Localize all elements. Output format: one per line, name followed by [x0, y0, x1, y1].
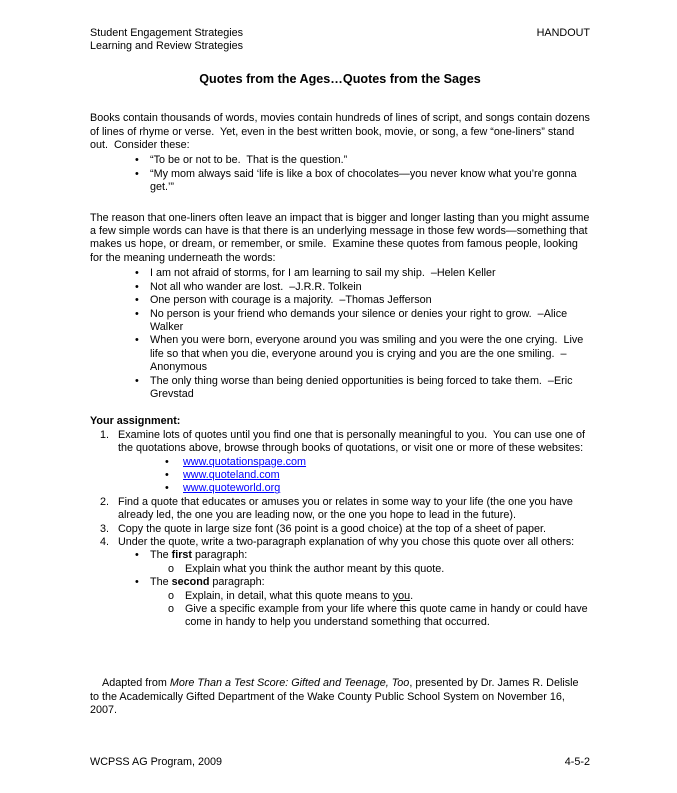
text-fragment: . [410, 589, 414, 602]
website-links-list [165, 456, 590, 496]
list-item [135, 168, 590, 195]
list-item [135, 375, 590, 402]
text-fragment: Explain, in detail, what this quote means to [185, 589, 393, 602]
assignment-step-4 [100, 536, 590, 549]
text-fragment: The [150, 576, 172, 589]
header-strategy-line-2: Learning and Review Strategies [90, 40, 244, 53]
second-paragraph-label [150, 576, 265, 589]
assignment-heading: Your assignment: [90, 415, 181, 428]
step-number: 1. [100, 428, 110, 441]
page-number: 4-5-2 [564, 755, 590, 768]
text-fragment: paragraph: [209, 576, 265, 589]
assignment-step-3 [100, 523, 590, 536]
step-text: Examine lots of quotes until you find one that is personally meaningful to you. You can use one of the quotations above, browse through books of quotations, or visit one or more of these websites: [118, 428, 588, 455]
list-item [135, 294, 590, 307]
first-paragraph-label [150, 549, 247, 562]
list-item [135, 154, 590, 167]
list-item [135, 549, 590, 562]
list-item [165, 456, 590, 469]
intro-quote-list [135, 154, 590, 194]
adapted-from-note [90, 664, 590, 731]
header-handout-label: HANDOUT [536, 27, 590, 39]
sub-instruction-text: Explain what you think the author meant by this quote. [185, 562, 445, 575]
text-fragment-bold: first [171, 549, 193, 562]
famous-quote-text: I am not afraid of storms, for I am learning to sail my ship. –Helen Keller [150, 267, 496, 280]
page-header [90, 27, 590, 54]
link-quotationspage[interactable]: www.quotationspage.com [183, 455, 307, 468]
bullet-icon: • [135, 549, 139, 562]
book-title: More Than a Test Score: Gifted and Teenage, Too [169, 677, 410, 690]
text-fragment: paragraph: [192, 549, 248, 562]
text-fragment-bold: second [171, 576, 210, 589]
text-fragment-underlined: you [392, 589, 411, 602]
list-item [135, 308, 590, 335]
header-left [90, 27, 243, 54]
list-item [168, 603, 590, 630]
link-quoteland[interactable]: www.quoteland.com [183, 468, 280, 481]
footer-line [90, 756, 590, 769]
bullet-icon: • [135, 374, 139, 387]
link-quoteworld[interactable]: www.quoteworld.org [183, 482, 281, 495]
step-number: 2. [100, 495, 110, 508]
assignment-step-2 [100, 496, 590, 523]
bullet-icon: • [135, 294, 139, 307]
bullet-icon: • [135, 307, 139, 320]
bullet-icon: • [135, 267, 139, 280]
intro-quote-text: “To be or not to be. That is the question.” [150, 154, 348, 167]
second-paragraph-sublist [168, 590, 590, 630]
text-fragment: , presented by Dr. James R. Delisle to the Academically Gifted Department of the Wake County Public School System on November 16, 2007. [90, 677, 582, 717]
step-number: 3. [100, 522, 110, 535]
text-fragment: Adapted from [102, 677, 170, 690]
step-text: Find a quote that educates or amuses you or relates in some way to your life (the one you have already led, the one you are leading now, or the one you hope to lead in the future). [118, 495, 576, 522]
list-item [168, 563, 590, 576]
bullet-icon: • [165, 455, 169, 468]
list-item [168, 590, 590, 603]
famous-quote-text: When you were born, everyone around you was smiling and you were the one crying. Live life so that when you die, everyone around you is crying and you are the one smiling. –Anonymous [150, 334, 587, 374]
circle-bullet-icon: o [168, 589, 175, 602]
step-text: Copy the quote in large size font (36 point is a good choice) at the top of a sheet of paper. [118, 522, 546, 535]
step-number: 4. [100, 536, 110, 548]
sub-instruction-text [185, 590, 413, 603]
list-item [135, 334, 590, 374]
bullet-icon: • [165, 482, 169, 495]
intro-paragraph: Books contain thousands of words, movies contain hundreds of lines of script, and songs contain dozens of lines of rhyme or verse. Yet, even in the best written book, movie, or song, a few “one-liners” stand out. Consider these: [90, 112, 593, 152]
page-title: Quotes from the Ages…Quotes from the Sages [199, 71, 481, 86]
intro-quote-text: “My mom always said ‘life is like a box of chocolates—you never know what you’re gonna get.’” [150, 167, 580, 194]
list-item [135, 267, 590, 280]
bullet-icon: • [135, 576, 139, 589]
famous-quote-text: Not all who wander are lost. –J.R.R. Tolkein [150, 280, 362, 293]
step-text: Under the quote, write a two-paragraph explanation of why you chose this quote over all others: [118, 536, 575, 548]
famous-quotes-list [135, 267, 590, 401]
list-item [135, 576, 590, 589]
text-fragment: The [150, 549, 172, 562]
list-item [135, 281, 590, 294]
famous-quote-text: The only thing worse than being denied opportunities is being forced to take them. –Eric Grevstad [150, 374, 576, 400]
circle-bullet-icon: o [168, 562, 175, 575]
program-label: WCPSS AG Program, 2009 [90, 755, 223, 768]
bullet-icon: • [135, 334, 139, 347]
paragraph-structure-list [135, 549, 590, 562]
bullet-icon: • [135, 167, 139, 180]
bullet-icon: • [135, 154, 139, 167]
list-item [165, 469, 590, 482]
reason-paragraph: The reason that one-liners often leave an impact that is bigger and longer lasting than you might assume a few simple words can have is that there is an underlying message in those few words—something that makes us hope, or dream, or remember, or smile. Examine these quotes from famous people, looking for the meaning underneath the words: [90, 211, 593, 264]
list-item [165, 482, 590, 495]
famous-quote-text: One person with courage is a majority. –Thomas Jefferson [150, 294, 432, 307]
famous-quote-text: No person is your friend who demands your silence or denies your right to grow. –Alice Walker [150, 307, 571, 333]
sub-instruction-text: Give a specific example from your life where this quote came in handy or could have come in handy to help you understand something that occurred. [185, 603, 591, 629]
bullet-icon: • [165, 468, 169, 481]
header-strategy-line-1: Student Engagement Strategies [90, 27, 244, 39]
bullet-icon: • [135, 280, 139, 293]
paragraph-structure-list [135, 576, 590, 589]
assignment-step-1 [100, 429, 590, 456]
first-paragraph-sublist [168, 563, 590, 576]
circle-bullet-icon: o [168, 603, 175, 616]
